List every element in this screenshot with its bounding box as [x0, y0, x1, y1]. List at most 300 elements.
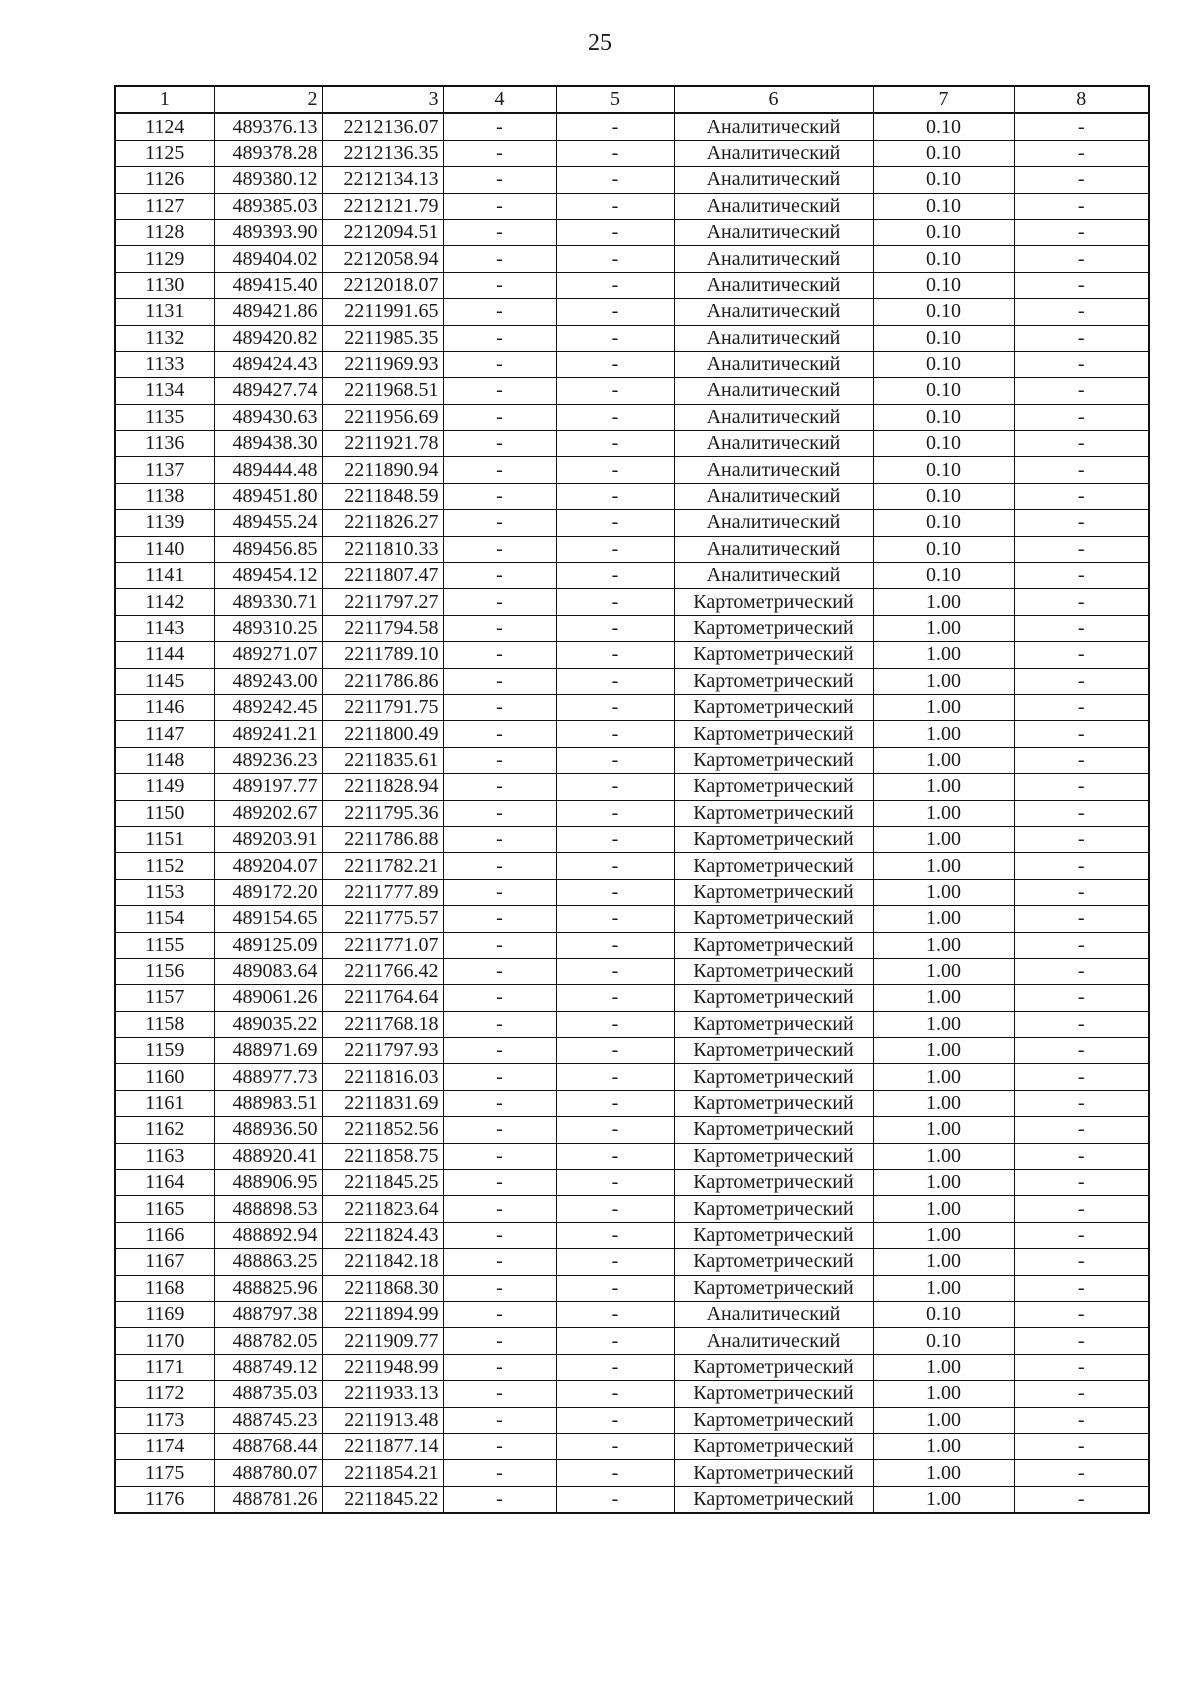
- table-cell-col-7: 1.00: [873, 879, 1014, 905]
- table-cell-col-1: 1165: [115, 1196, 214, 1222]
- table-cell-col-1: 1146: [115, 694, 214, 720]
- table-cell-col-3: 2211797.27: [322, 589, 443, 615]
- table-cell-col-8: -: [1014, 879, 1149, 905]
- table-cell-col-8: -: [1014, 668, 1149, 694]
- table-cell-col-6: Аналитический: [674, 431, 873, 457]
- table-cell-col-2: 489172.20: [214, 879, 322, 905]
- table-cell-col-3: 2211823.64: [322, 1196, 443, 1222]
- table-cell-col-3: 2211831.69: [322, 1090, 443, 1116]
- table-cell-col-6: Аналитический: [674, 299, 873, 325]
- table-cell-col-2: 489243.00: [214, 668, 322, 694]
- table-row: [115, 219, 1149, 245]
- table-cell-col-4: -: [443, 589, 556, 615]
- table-cell-col-4: -: [443, 615, 556, 641]
- table-cell-col-5: -: [556, 1090, 674, 1116]
- table-cell-col-4: -: [443, 219, 556, 245]
- table-cell-col-8: -: [1014, 985, 1149, 1011]
- table-cell-col-7: 1.00: [873, 1381, 1014, 1407]
- table-cell-col-2: 488825.96: [214, 1275, 322, 1301]
- table-row: [115, 167, 1149, 193]
- table-cell-col-6: Картометрический: [674, 721, 873, 747]
- table-cell-col-1: 1161: [115, 1090, 214, 1116]
- table-cell-col-2: 488781.26: [214, 1486, 322, 1513]
- table-cell-col-4: -: [443, 826, 556, 852]
- table-cell-col-8: -: [1014, 1460, 1149, 1486]
- table-cell-col-8: -: [1014, 958, 1149, 984]
- table-cell-col-2: 489376.13: [214, 113, 322, 140]
- table-cell-col-3: 2211894.99: [322, 1301, 443, 1327]
- table-cell-col-6: Картометрический: [674, 879, 873, 905]
- table-cell-col-2: 489430.63: [214, 404, 322, 430]
- table-cell-col-7: 1.00: [873, 615, 1014, 641]
- table-row: [115, 826, 1149, 852]
- table-cell-col-1: 1149: [115, 774, 214, 800]
- table-cell-col-3: 2211777.89: [322, 879, 443, 905]
- table-cell-col-6: Аналитический: [674, 378, 873, 404]
- column-header-1: 1: [115, 86, 214, 113]
- table-cell-col-2: 489125.09: [214, 932, 322, 958]
- table-cell-col-5: -: [556, 1460, 674, 1486]
- table-cell-col-6: Картометрический: [674, 1038, 873, 1064]
- table-cell-col-2: 489271.07: [214, 642, 322, 668]
- table-cell-col-4: -: [443, 563, 556, 589]
- table-cell-col-5: -: [556, 1038, 674, 1064]
- table-cell-col-8: -: [1014, 1117, 1149, 1143]
- table-row: [115, 404, 1149, 430]
- table-cell-col-2: 489378.28: [214, 140, 322, 166]
- table-cell-col-4: -: [443, 1460, 556, 1486]
- table-cell-col-8: -: [1014, 1011, 1149, 1037]
- table-cell-col-1: 1128: [115, 219, 214, 245]
- table-cell-col-2: 488936.50: [214, 1117, 322, 1143]
- table-cell-col-8: -: [1014, 1301, 1149, 1327]
- table-cell-col-2: 489242.45: [214, 694, 322, 720]
- table-cell-col-4: -: [443, 536, 556, 562]
- table-row: [115, 1328, 1149, 1354]
- table-cell-col-1: 1138: [115, 483, 214, 509]
- table-cell-col-8: -: [1014, 721, 1149, 747]
- table-cell-col-1: 1176: [115, 1486, 214, 1513]
- table-cell-col-8: -: [1014, 1170, 1149, 1196]
- table-cell-col-3: 2212134.13: [322, 167, 443, 193]
- table-cell-col-3: 2211921.78: [322, 431, 443, 457]
- table-cell-col-3: 2212018.07: [322, 272, 443, 298]
- table-cell-col-1: 1142: [115, 589, 214, 615]
- table-cell-col-7: 1.00: [873, 1486, 1014, 1513]
- table-cell-col-8: -: [1014, 932, 1149, 958]
- table-cell-col-2: 488782.05: [214, 1328, 322, 1354]
- table-cell-col-2: 488749.12: [214, 1354, 322, 1380]
- table-cell-col-3: 2211795.36: [322, 800, 443, 826]
- table-cell-col-4: -: [443, 378, 556, 404]
- table-cell-col-6: Аналитический: [674, 113, 873, 140]
- table-cell-col-5: -: [556, 351, 674, 377]
- table-cell-col-7: 0.10: [873, 219, 1014, 245]
- table-row: [115, 457, 1149, 483]
- table-cell-col-7: 1.00: [873, 668, 1014, 694]
- table-cell-col-3: 2211890.94: [322, 457, 443, 483]
- table-cell-col-5: -: [556, 299, 674, 325]
- table-cell-col-8: -: [1014, 1196, 1149, 1222]
- page-number: 25: [588, 30, 612, 56]
- table-cell-col-5: -: [556, 879, 674, 905]
- table-cell-col-1: 1144: [115, 642, 214, 668]
- table-cell-col-8: -: [1014, 457, 1149, 483]
- table-row: [115, 958, 1149, 984]
- table-cell-col-2: 489444.48: [214, 457, 322, 483]
- table-cell-col-8: -: [1014, 140, 1149, 166]
- table-cell-col-7: 1.00: [873, 1354, 1014, 1380]
- table-cell-col-8: -: [1014, 853, 1149, 879]
- table-cell-col-3: 2211854.21: [322, 1460, 443, 1486]
- table-cell-col-8: -: [1014, 1064, 1149, 1090]
- table-cell-col-2: 488768.44: [214, 1433, 322, 1459]
- table-cell-col-3: 2211845.22: [322, 1486, 443, 1513]
- table-cell-col-8: -: [1014, 747, 1149, 773]
- table-cell-col-1: 1140: [115, 536, 214, 562]
- table-cell-col-2: 488983.51: [214, 1090, 322, 1116]
- table-cell-col-1: 1171: [115, 1354, 214, 1380]
- table-cell-col-3: 2211789.10: [322, 642, 443, 668]
- table-cell-col-7: 1.00: [873, 1090, 1014, 1116]
- table-cell-col-4: -: [443, 1011, 556, 1037]
- table-cell-col-7: 1.00: [873, 906, 1014, 932]
- table-cell-col-1: 1174: [115, 1433, 214, 1459]
- table-cell-col-5: -: [556, 694, 674, 720]
- table-cell-col-8: -: [1014, 1433, 1149, 1459]
- table-cell-col-5: -: [556, 615, 674, 641]
- table-cell-col-8: -: [1014, 167, 1149, 193]
- table-cell-col-6: Картометрический: [674, 1407, 873, 1433]
- table-cell-col-2: 489404.02: [214, 246, 322, 272]
- table-cell-col-8: -: [1014, 694, 1149, 720]
- table-cell-col-7: 1.00: [873, 721, 1014, 747]
- table-cell-col-5: -: [556, 800, 674, 826]
- table-row: [115, 1354, 1149, 1380]
- table-cell-col-1: 1136: [115, 431, 214, 457]
- table-cell-col-6: Картометрический: [674, 668, 873, 694]
- table-cell-col-7: 1.00: [873, 1249, 1014, 1275]
- table-cell-col-6: Картометрический: [674, 1170, 873, 1196]
- table-cell-col-7: 0.10: [873, 246, 1014, 272]
- table-cell-col-5: -: [556, 1249, 674, 1275]
- table-cell-col-6: Аналитический: [674, 325, 873, 351]
- table-cell-col-2: 488892.94: [214, 1222, 322, 1248]
- table-cell-col-7: 1.00: [873, 747, 1014, 773]
- table-cell-col-4: -: [443, 1090, 556, 1116]
- table-cell-col-5: -: [556, 1196, 674, 1222]
- table-cell-col-7: 1.00: [873, 1460, 1014, 1486]
- table-cell-col-5: -: [556, 721, 674, 747]
- table-cell-col-4: -: [443, 246, 556, 272]
- table-row: [115, 1407, 1149, 1433]
- table-cell-col-7: 1.00: [873, 958, 1014, 984]
- table-cell-col-1: 1143: [115, 615, 214, 641]
- table-body: [115, 113, 1149, 1513]
- table-cell-col-3: 2211909.77: [322, 1328, 443, 1354]
- table-cell-col-5: -: [556, 1275, 674, 1301]
- table-cell-col-5: -: [556, 193, 674, 219]
- table-cell-col-5: -: [556, 1011, 674, 1037]
- table-cell-col-7: 1.00: [873, 1222, 1014, 1248]
- table-cell-col-2: 489424.43: [214, 351, 322, 377]
- table-cell-col-6: Аналитический: [674, 536, 873, 562]
- table-cell-col-4: -: [443, 747, 556, 773]
- table-row: [115, 906, 1149, 932]
- table-cell-col-6: Картометрический: [674, 1354, 873, 1380]
- table-cell-col-7: 1.00: [873, 1143, 1014, 1169]
- table-cell-col-3: 2211933.13: [322, 1381, 443, 1407]
- table-row: [115, 985, 1149, 1011]
- table-cell-col-8: -: [1014, 431, 1149, 457]
- table-cell-col-6: Картометрический: [674, 853, 873, 879]
- table-cell-col-3: 2211816.03: [322, 1064, 443, 1090]
- table-cell-col-2: 489310.25: [214, 615, 322, 641]
- table-cell-col-6: Картометрический: [674, 1143, 873, 1169]
- table-cell-col-1: 1169: [115, 1301, 214, 1327]
- table-cell-col-4: -: [443, 510, 556, 536]
- table-cell-col-3: 2211868.30: [322, 1275, 443, 1301]
- table-cell-col-6: Аналитический: [674, 140, 873, 166]
- table-cell-col-4: -: [443, 1381, 556, 1407]
- table-cell-col-3: 2211782.21: [322, 853, 443, 879]
- table-cell-col-5: -: [556, 563, 674, 589]
- table-cell-col-6: Картометрический: [674, 615, 873, 641]
- table-row: [115, 694, 1149, 720]
- table-cell-col-7: 0.10: [873, 536, 1014, 562]
- table-cell-col-2: 489393.90: [214, 219, 322, 245]
- table-row: [115, 1301, 1149, 1327]
- table-cell-col-6: Картометрический: [674, 589, 873, 615]
- table-row: [115, 140, 1149, 166]
- table-cell-col-3: 2211991.65: [322, 299, 443, 325]
- table-cell-col-8: -: [1014, 193, 1149, 219]
- table-cell-col-6: Картометрический: [674, 1011, 873, 1037]
- table-cell-col-4: -: [443, 483, 556, 509]
- table-cell-col-4: -: [443, 1301, 556, 1327]
- table-cell-col-7: 0.10: [873, 140, 1014, 166]
- table-cell-col-4: -: [443, 272, 556, 298]
- table-cell-col-4: -: [443, 1328, 556, 1354]
- table-cell-col-7: 1.00: [873, 800, 1014, 826]
- table-cell-col-5: -: [556, 1486, 674, 1513]
- table-cell-col-2: 489197.77: [214, 774, 322, 800]
- table-cell-col-7: 0.10: [873, 378, 1014, 404]
- table-cell-col-1: 1150: [115, 800, 214, 826]
- table-cell-col-6: Аналитический: [674, 457, 873, 483]
- table-cell-col-6: Аналитический: [674, 272, 873, 298]
- table-cell-col-6: Аналитический: [674, 563, 873, 589]
- table-cell-col-3: 2211828.94: [322, 774, 443, 800]
- table-cell-col-2: 488735.03: [214, 1381, 322, 1407]
- table-cell-col-4: -: [443, 1275, 556, 1301]
- table-row: [115, 1170, 1149, 1196]
- table-cell-col-1: 1139: [115, 510, 214, 536]
- table-row: [115, 879, 1149, 905]
- table-cell-col-7: 0.10: [873, 193, 1014, 219]
- table-cell-col-6: Картометрический: [674, 958, 873, 984]
- table-cell-col-2: 488920.41: [214, 1143, 322, 1169]
- table-cell-col-5: -: [556, 510, 674, 536]
- table-cell-col-4: -: [443, 1064, 556, 1090]
- table-cell-col-4: -: [443, 642, 556, 668]
- table-cell-col-8: -: [1014, 483, 1149, 509]
- table-cell-col-8: -: [1014, 826, 1149, 852]
- table-row: [115, 1117, 1149, 1143]
- table-cell-col-1: 1164: [115, 1170, 214, 1196]
- table-cell-col-1: 1130: [115, 272, 214, 298]
- table-header-row: [115, 86, 1149, 113]
- table-cell-col-3: 2212094.51: [322, 219, 443, 245]
- table-row: [115, 589, 1149, 615]
- table-cell-col-2: 488780.07: [214, 1460, 322, 1486]
- table-cell-col-7: 1.00: [873, 694, 1014, 720]
- table-cell-col-6: Аналитический: [674, 404, 873, 430]
- table-cell-col-1: 1152: [115, 853, 214, 879]
- table-cell-col-3: 2211842.18: [322, 1249, 443, 1275]
- table-cell-col-4: -: [443, 1433, 556, 1459]
- table-cell-col-2: 489083.64: [214, 958, 322, 984]
- table-row: [115, 299, 1149, 325]
- table-cell-col-5: -: [556, 219, 674, 245]
- table-cell-col-8: -: [1014, 246, 1149, 272]
- table-cell-col-3: 2212136.07: [322, 113, 443, 140]
- table-cell-col-7: 1.00: [873, 1064, 1014, 1090]
- table-row: [115, 1433, 1149, 1459]
- table-cell-col-6: Картометрический: [674, 1064, 873, 1090]
- table-row: [115, 1249, 1149, 1275]
- table-row: [115, 536, 1149, 562]
- table-cell-col-8: -: [1014, 1407, 1149, 1433]
- table-cell-col-5: -: [556, 1433, 674, 1459]
- table-cell-col-6: Аналитический: [674, 246, 873, 272]
- column-header-8: 8: [1014, 86, 1149, 113]
- table-row: [115, 510, 1149, 536]
- table-cell-col-7: 0.10: [873, 113, 1014, 140]
- table-cell-col-6: Картометрический: [674, 1460, 873, 1486]
- table-row: [115, 1222, 1149, 1248]
- table-cell-col-3: 2211835.61: [322, 747, 443, 773]
- table-cell-col-7: 0.10: [873, 1301, 1014, 1327]
- table-row: [115, 563, 1149, 589]
- table-row: [115, 1143, 1149, 1169]
- column-header-4: 4: [443, 86, 556, 113]
- table-cell-col-2: 489330.71: [214, 589, 322, 615]
- table-cell-col-1: 1172: [115, 1381, 214, 1407]
- table-cell-col-5: -: [556, 668, 674, 694]
- table-cell-col-6: Картометрический: [674, 1486, 873, 1513]
- table-row: [115, 932, 1149, 958]
- column-header-2: 2: [214, 86, 322, 113]
- table-cell-col-7: 0.10: [873, 325, 1014, 351]
- table-cell-col-1: 1168: [115, 1275, 214, 1301]
- table-cell-col-4: -: [443, 1222, 556, 1248]
- table-row: [115, 1196, 1149, 1222]
- table-cell-col-5: -: [556, 589, 674, 615]
- table-cell-col-1: 1147: [115, 721, 214, 747]
- table-cell-col-7: 1.00: [873, 826, 1014, 852]
- table-row: [115, 642, 1149, 668]
- table-cell-col-8: -: [1014, 1328, 1149, 1354]
- table-cell-col-4: -: [443, 694, 556, 720]
- table-cell-col-5: -: [556, 826, 674, 852]
- table-row: [115, 721, 1149, 747]
- table-row: [115, 325, 1149, 351]
- table-row: [115, 1275, 1149, 1301]
- table-cell-col-1: 1158: [115, 1011, 214, 1037]
- table-cell-col-7: 0.10: [873, 404, 1014, 430]
- table-cell-col-1: 1151: [115, 826, 214, 852]
- table-cell-col-3: 2211764.64: [322, 985, 443, 1011]
- table-row: [115, 272, 1149, 298]
- table-cell-col-7: 1.00: [873, 853, 1014, 879]
- table-row: [115, 1460, 1149, 1486]
- table-cell-col-2: 489454.12: [214, 563, 322, 589]
- table-cell-col-8: -: [1014, 510, 1149, 536]
- table-cell-col-2: 489203.91: [214, 826, 322, 852]
- table-cell-col-4: -: [443, 1249, 556, 1275]
- table-cell-col-3: 2211797.93: [322, 1038, 443, 1064]
- table-cell-col-7: 0.10: [873, 431, 1014, 457]
- table-cell-col-8: -: [1014, 1381, 1149, 1407]
- table-cell-col-4: -: [443, 404, 556, 430]
- table-cell-col-7: 0.10: [873, 483, 1014, 509]
- table-cell-col-2: 489236.23: [214, 747, 322, 773]
- table-cell-col-7: 0.10: [873, 563, 1014, 589]
- table-cell-col-3: 2211877.14: [322, 1433, 443, 1459]
- table-cell-col-2: 489455.24: [214, 510, 322, 536]
- table-cell-col-5: -: [556, 1064, 674, 1090]
- table-cell-col-6: Аналитический: [674, 351, 873, 377]
- table-cell-col-6: Аналитический: [674, 1328, 873, 1354]
- table-cell-col-5: -: [556, 642, 674, 668]
- table-cell-col-4: -: [443, 167, 556, 193]
- table-cell-col-7: 1.00: [873, 1433, 1014, 1459]
- table-cell-col-7: 0.10: [873, 510, 1014, 536]
- table-cell-col-7: 0.10: [873, 1328, 1014, 1354]
- table-cell-col-6: Картометрический: [674, 1117, 873, 1143]
- table-cell-col-8: -: [1014, 404, 1149, 430]
- table-cell-col-6: Картометрический: [674, 1090, 873, 1116]
- table-cell-col-7: 0.10: [873, 299, 1014, 325]
- table-cell-col-3: 2211775.57: [322, 906, 443, 932]
- table-cell-col-8: -: [1014, 642, 1149, 668]
- table-cell-col-6: Картометрический: [674, 1249, 873, 1275]
- table-cell-col-1: 1153: [115, 879, 214, 905]
- table-cell-col-4: -: [443, 668, 556, 694]
- table-cell-col-3: 2211786.88: [322, 826, 443, 852]
- table-cell-col-1: 1129: [115, 246, 214, 272]
- table-cell-col-6: Картометрический: [674, 642, 873, 668]
- table-cell-col-7: 1.00: [873, 1170, 1014, 1196]
- table-cell-col-1: 1156: [115, 958, 214, 984]
- table-cell-col-5: -: [556, 985, 674, 1011]
- table-cell-col-4: -: [443, 721, 556, 747]
- table-cell-col-8: -: [1014, 906, 1149, 932]
- table-cell-col-5: -: [556, 1381, 674, 1407]
- table-cell-col-8: -: [1014, 800, 1149, 826]
- table-cell-col-6: Аналитический: [674, 219, 873, 245]
- table-cell-col-2: 489456.85: [214, 536, 322, 562]
- table-cell-col-4: -: [443, 800, 556, 826]
- table-cell-col-3: 2211807.47: [322, 563, 443, 589]
- table-cell-col-1: 1137: [115, 457, 214, 483]
- table-cell-col-4: -: [443, 932, 556, 958]
- table-cell-col-3: 2211848.59: [322, 483, 443, 509]
- table-cell-col-7: 1.00: [873, 1117, 1014, 1143]
- table-cell-col-8: -: [1014, 589, 1149, 615]
- table-cell-col-8: -: [1014, 1090, 1149, 1116]
